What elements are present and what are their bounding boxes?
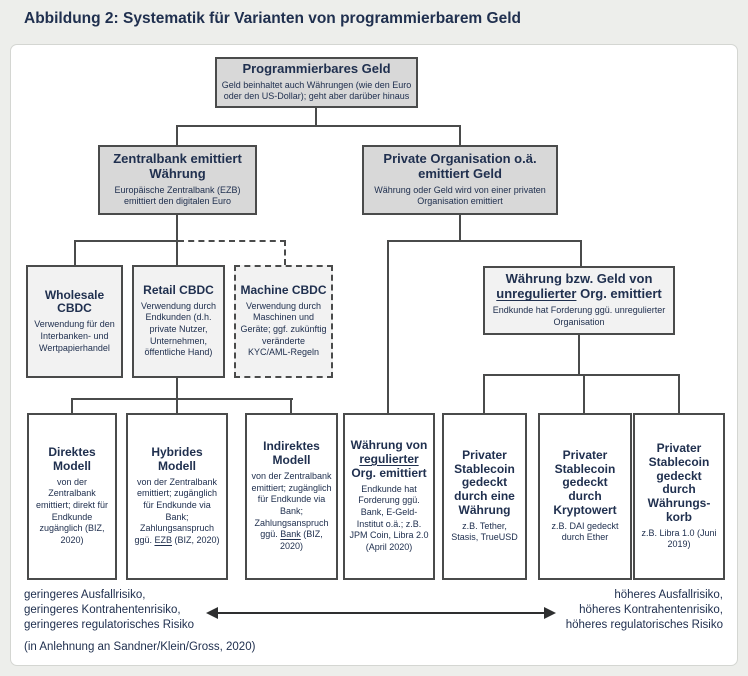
node-body: z.B. DAI gedeckt durch Ether bbox=[551, 520, 619, 543]
connector bbox=[387, 240, 389, 413]
node-body: Geld beinhaltet auch Währungen (wie den Euro oder den US-Dollar); geht aber darüber hinaus bbox=[221, 79, 412, 102]
node-regulierte-org bbox=[343, 413, 435, 580]
node-stablecoin-waehrung bbox=[442, 413, 527, 580]
node-body: Verwendung durch Endkunden (d.h. private Nutzer, Unternehmen, öffentliche Hand) bbox=[140, 300, 217, 358]
node-title: Hybrides Modell bbox=[151, 445, 203, 473]
node-body: Verwendung durch Maschinen und Geräte; ggf. zukünftig veränderte KYC/AML-Regeln bbox=[240, 300, 327, 358]
node-title: Währung bzw. Geld von unregulierter Org. emittiert bbox=[496, 271, 662, 302]
node-indirektes-modell bbox=[245, 413, 338, 580]
risk-label-higher: höheres Ausfallrisiko, höheres Kontrahentenrisiko, höheres regulatorisches Risiko bbox=[565, 589, 723, 631]
node-title: Wholesale CBDC bbox=[44, 287, 105, 316]
node-hybrides-modell bbox=[126, 413, 228, 580]
node-title: Private Organisation o.ä. emittiert Geld bbox=[383, 150, 537, 181]
connector-dashed bbox=[284, 240, 286, 265]
node-direktes-modell bbox=[27, 413, 117, 580]
node-programmierbares-geld bbox=[215, 57, 418, 108]
node-stablecoin-kryptowert bbox=[538, 413, 632, 580]
node-title: Direktes Modell bbox=[48, 445, 96, 473]
node-title: Zentralbank emittiert Währung bbox=[113, 150, 242, 181]
node-body: Währung oder Geld wird von einer privaten Organisation emittiert bbox=[374, 184, 546, 207]
connector bbox=[578, 335, 580, 374]
node-body: von der Zentralbank emittiert; zugänglich für Endkunde via Bank; Zahlungsanspruch ggü. Bank (BIZ, 2020) bbox=[251, 470, 332, 552]
node-body: Europäische Zentralbank (EZB) emittiert den digitalen Euro bbox=[114, 184, 241, 207]
node-body: Endkunde hat Forderung ggü. unregulierter Organisation bbox=[492, 305, 666, 327]
node-body: z.B. Tether, Stasis, TrueUSD bbox=[451, 520, 518, 543]
node-body: von der Zentralbank emittiert; direkt für Endkunde zugänglich (BIZ, 2020) bbox=[35, 476, 109, 546]
node-title: Privater Stablecoin gedeckt durch Kryptowert bbox=[553, 447, 617, 517]
connector bbox=[583, 374, 585, 413]
node-machine-cbdc bbox=[234, 265, 333, 378]
source-note: (in Anlehnung an Sandner/Klein/Gross, 2020) bbox=[24, 641, 256, 653]
connector bbox=[176, 240, 178, 265]
node-body: Endkunde hat Forderung ggü. Bank, E-Geld-Institut o.ä.; z.B. JPM Coin, Libra 2.0 (April 2020) bbox=[349, 483, 429, 553]
node-body: von der Zentralbank emittiert; zugänglich für Endkunde via Bank; Zahlungsanspruch ggü. EZB (BIZ, 2020) bbox=[134, 476, 220, 546]
node-private-organisation-emittiert-geld bbox=[362, 145, 558, 215]
node-title: Programmierbares Geld bbox=[242, 60, 391, 76]
connector bbox=[176, 398, 178, 413]
connector bbox=[71, 398, 73, 413]
node-body: z.B. Libra 1.0 (Juni 2019) bbox=[641, 527, 717, 550]
connector bbox=[74, 240, 76, 265]
connector bbox=[459, 215, 461, 240]
connector bbox=[176, 378, 178, 398]
node-title: Retail CBDC bbox=[143, 282, 214, 297]
node-title: Privater Stablecoin gedeckt durch Währungs-korb bbox=[647, 440, 711, 524]
connector-dashed bbox=[178, 240, 286, 242]
node-title: Privater Stablecoin gedeckt durch eine Währung bbox=[454, 447, 515, 517]
node-body: Verwendung für den Interbanken- und Wertpapierhandel bbox=[34, 319, 115, 353]
risk-spectrum-arrow bbox=[206, 605, 556, 621]
connector bbox=[176, 215, 178, 240]
node-title: Machine CBDC bbox=[240, 282, 327, 297]
connector bbox=[483, 374, 485, 413]
connector bbox=[580, 240, 582, 266]
node-unregulierte-org bbox=[483, 266, 675, 335]
connector bbox=[483, 374, 680, 376]
connector bbox=[176, 125, 178, 145]
node-title: Währung von regulierter Org. emittiert bbox=[350, 438, 428, 480]
node-zentralbank-emittiert-waehrung bbox=[98, 145, 257, 215]
node-stablecoin-waehrungskorb bbox=[633, 413, 725, 580]
node-retail-cbdc bbox=[132, 265, 225, 378]
connector bbox=[678, 374, 680, 413]
figure-caption: Abbildung 2: Systematik für Varianten von programmierbarem Geld bbox=[24, 10, 521, 27]
connector bbox=[74, 240, 178, 242]
connector bbox=[387, 240, 582, 242]
risk-label-lower: geringeres Ausfallrisiko, geringeres Kontrahentenrisiko, geringeres regulatorisches Risiko bbox=[24, 589, 195, 631]
connector bbox=[176, 125, 461, 127]
connector bbox=[459, 125, 461, 145]
arrow-right-icon bbox=[544, 607, 556, 619]
node-wholesale-cbdc bbox=[26, 265, 123, 378]
node-title: Indirektes Modell bbox=[263, 439, 320, 468]
connector bbox=[315, 108, 317, 125]
arrow-line bbox=[215, 612, 547, 614]
connector bbox=[71, 398, 293, 400]
connector bbox=[290, 398, 292, 413]
